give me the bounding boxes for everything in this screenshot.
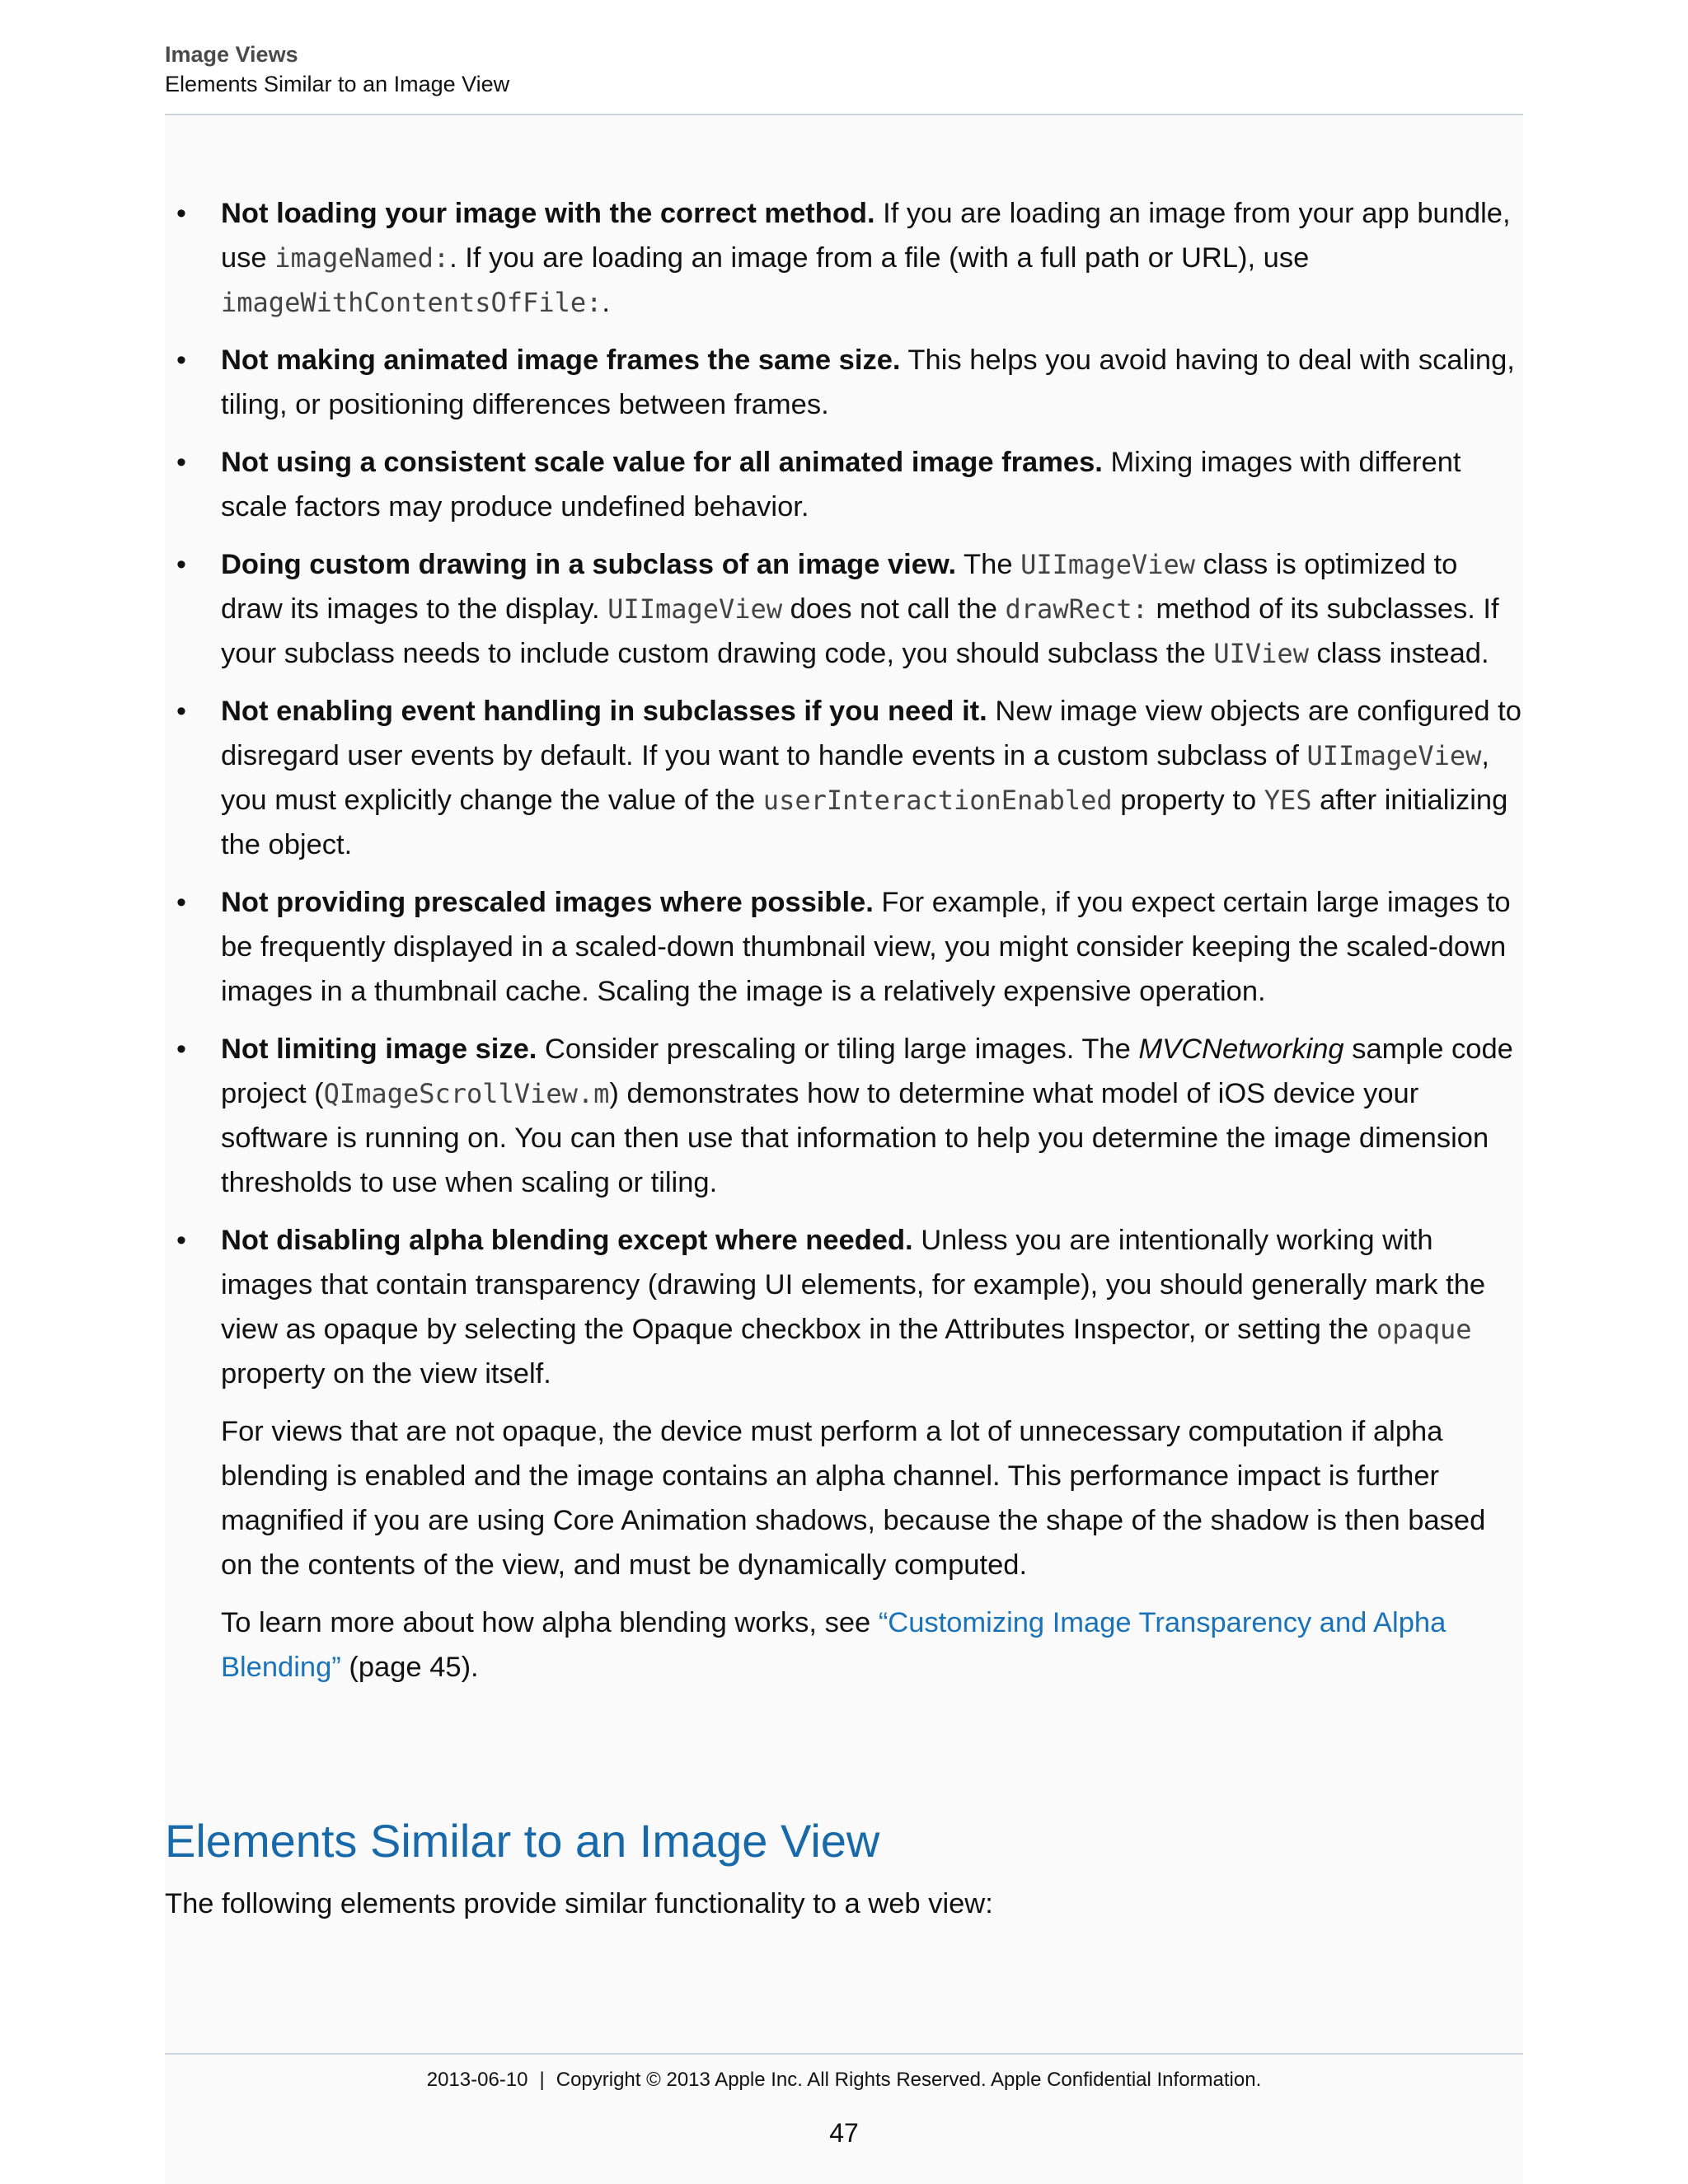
section-heading: Elements Similar to an Image View bbox=[165, 1815, 880, 1867]
item-lead: Not using a consistent scale value for all animated image frames. bbox=[221, 447, 1103, 478]
bullet-icon: • bbox=[176, 198, 186, 229]
footer bbox=[165, 2065, 1523, 2095]
page-number: 47 bbox=[829, 2118, 859, 2148]
list-item bbox=[165, 689, 1523, 867]
item-text: sample code project ( bbox=[221, 1033, 1513, 1109]
main-content bbox=[165, 191, 1523, 1703]
item-lead: Doing custom drawing in a subclass of an image view. bbox=[221, 549, 957, 580]
item-text: after initializing the object. bbox=[221, 785, 1508, 860]
list-item bbox=[165, 338, 1523, 427]
header-divider bbox=[165, 114, 1523, 115]
item-text: Mixing images with different scale factors may produce undefined behavior. bbox=[221, 447, 1461, 523]
bullet-icon: • bbox=[176, 1225, 186, 1256]
item-text: For example, if you expect certain large images to be frequently displayed in a scaled-down thumbnail view, you might consider keeping the scaled-down images in a thumbnail cache. Scaling the image is a relatively expensive operation. bbox=[221, 887, 1511, 1007]
code-inline: UIImageView bbox=[1020, 549, 1196, 580]
item-text: Consider prescaling or tiling large images. The bbox=[537, 1033, 1139, 1065]
code-inline: YES bbox=[1264, 785, 1312, 816]
item-lead: Not providing prescaled images where possible. bbox=[221, 887, 874, 918]
learn-more-prefix: To learn more about how alpha blending works, see bbox=[221, 1607, 879, 1638]
mistakes-list bbox=[165, 191, 1523, 1396]
sample-code-name: MVCNetworking bbox=[1138, 1033, 1344, 1065]
alpha-blending-paragraph: For views that are not opaque, the device must perform a lot of unnecessary computation if alpha blending is enabled and the image contains an alpha channel. This performance impact is further magnified if you are using Core Animation shadows, because the shape of the shadow is then based on the contents of the view, and must be dynamically computed. bbox=[221, 1416, 1486, 1581]
learn-more-suffix: (page 45). bbox=[340, 1652, 479, 1683]
item-text: ) demonstrates how to determine what model of iOS device your software is running on. You can then use that information to help you determine the image dimension thresholds to use when scaling or tiling. bbox=[221, 1078, 1489, 1198]
bullet-icon: • bbox=[176, 887, 186, 918]
section-body-text: The following elements provide similar functionality to a web view: bbox=[165, 1888, 993, 1919]
item-text: , you must explicitly change the value of the bbox=[221, 740, 1490, 816]
item-text: property to bbox=[1112, 785, 1264, 816]
code-inline: UIView bbox=[1213, 638, 1309, 669]
code-inline: imageWithContentsOfFile: bbox=[221, 287, 603, 318]
alpha-blending-link[interactable]: “Customizing Image Transparency and Alpha Blending” bbox=[221, 1607, 1447, 1683]
item-lead: Not making animated image frames the same size. bbox=[221, 344, 901, 376]
footer-date: 2013-06-10 bbox=[426, 2069, 528, 2091]
item-text: New image view objects are configured to disregard user events by default. If you want to handle events in a custom subclass of bbox=[221, 696, 1522, 771]
running-header bbox=[165, 40, 509, 99]
item-lead: Not enabling event handling in subclasses if you need it. bbox=[221, 696, 987, 727]
item-text: . bbox=[602, 287, 610, 318]
list-item bbox=[165, 440, 1523, 529]
bullet-icon: • bbox=[176, 1033, 186, 1065]
item-text: class is optimized to draw its images to the display. bbox=[221, 549, 1458, 625]
bullet-icon: • bbox=[176, 549, 186, 580]
list-item bbox=[165, 191, 1523, 325]
list-item bbox=[165, 1218, 1523, 1396]
item-text: class instead. bbox=[1308, 638, 1489, 669]
item-text: Unless you are intentionally working with images that contain transparency (drawing UI elements, for example), you should generally mark the view as opaque by selecting the Opaque checkbox in the Attributes Inspector, or setting the bbox=[221, 1225, 1486, 1345]
code-inline: UIImageView bbox=[1306, 740, 1482, 771]
item-text: This helps you avoid having to deal with scaling, tiling, or positioning differences between frames. bbox=[221, 344, 1515, 420]
item-text: property on the view itself. bbox=[221, 1358, 551, 1390]
bullet-icon: • bbox=[176, 447, 186, 478]
code-inline: userInteractionEnabled bbox=[762, 785, 1113, 816]
item-text: does not call the bbox=[782, 593, 1006, 625]
item-lead: Not limiting image size. bbox=[221, 1033, 537, 1065]
code-inline: UIImageView bbox=[607, 593, 783, 625]
code-inline: opaque bbox=[1376, 1314, 1472, 1345]
list-item bbox=[165, 1027, 1523, 1205]
code-inline: drawRect: bbox=[1005, 593, 1148, 625]
item-text: If you are loading an image from your app bundle, use bbox=[221, 198, 1511, 274]
footer-divider bbox=[165, 2053, 1523, 2055]
header-section-title: Elements Similar to an Image View bbox=[165, 72, 510, 96]
item-lead: Not disabling alpha blending except where needed. bbox=[221, 1225, 913, 1256]
code-inline: imageNamed: bbox=[274, 242, 450, 274]
item-text: The bbox=[956, 549, 1021, 580]
item-lead: Not loading your image with the correct method. bbox=[221, 198, 875, 229]
header-chapter-title: Image Views bbox=[165, 42, 298, 67]
list-item bbox=[165, 542, 1523, 676]
list-item bbox=[165, 880, 1523, 1014]
footer-copyright: Copyright © 2013 Apple Inc. All Rights Reserved. Apple Confidential Information. bbox=[556, 2069, 1262, 2091]
bullet-icon: • bbox=[176, 344, 186, 376]
code-inline: QImageScrollView.m bbox=[323, 1078, 610, 1109]
bullet-icon: • bbox=[176, 696, 186, 727]
item-text: . If you are loading an image from a file (with a full path or URL), use bbox=[449, 242, 1310, 274]
learn-more-paragraph bbox=[165, 1601, 1523, 1690]
footer-separator: | bbox=[539, 2069, 545, 2091]
item-text: method of its subclasses. If your subclass needs to include custom drawing code, you should subclass the bbox=[221, 593, 1499, 669]
